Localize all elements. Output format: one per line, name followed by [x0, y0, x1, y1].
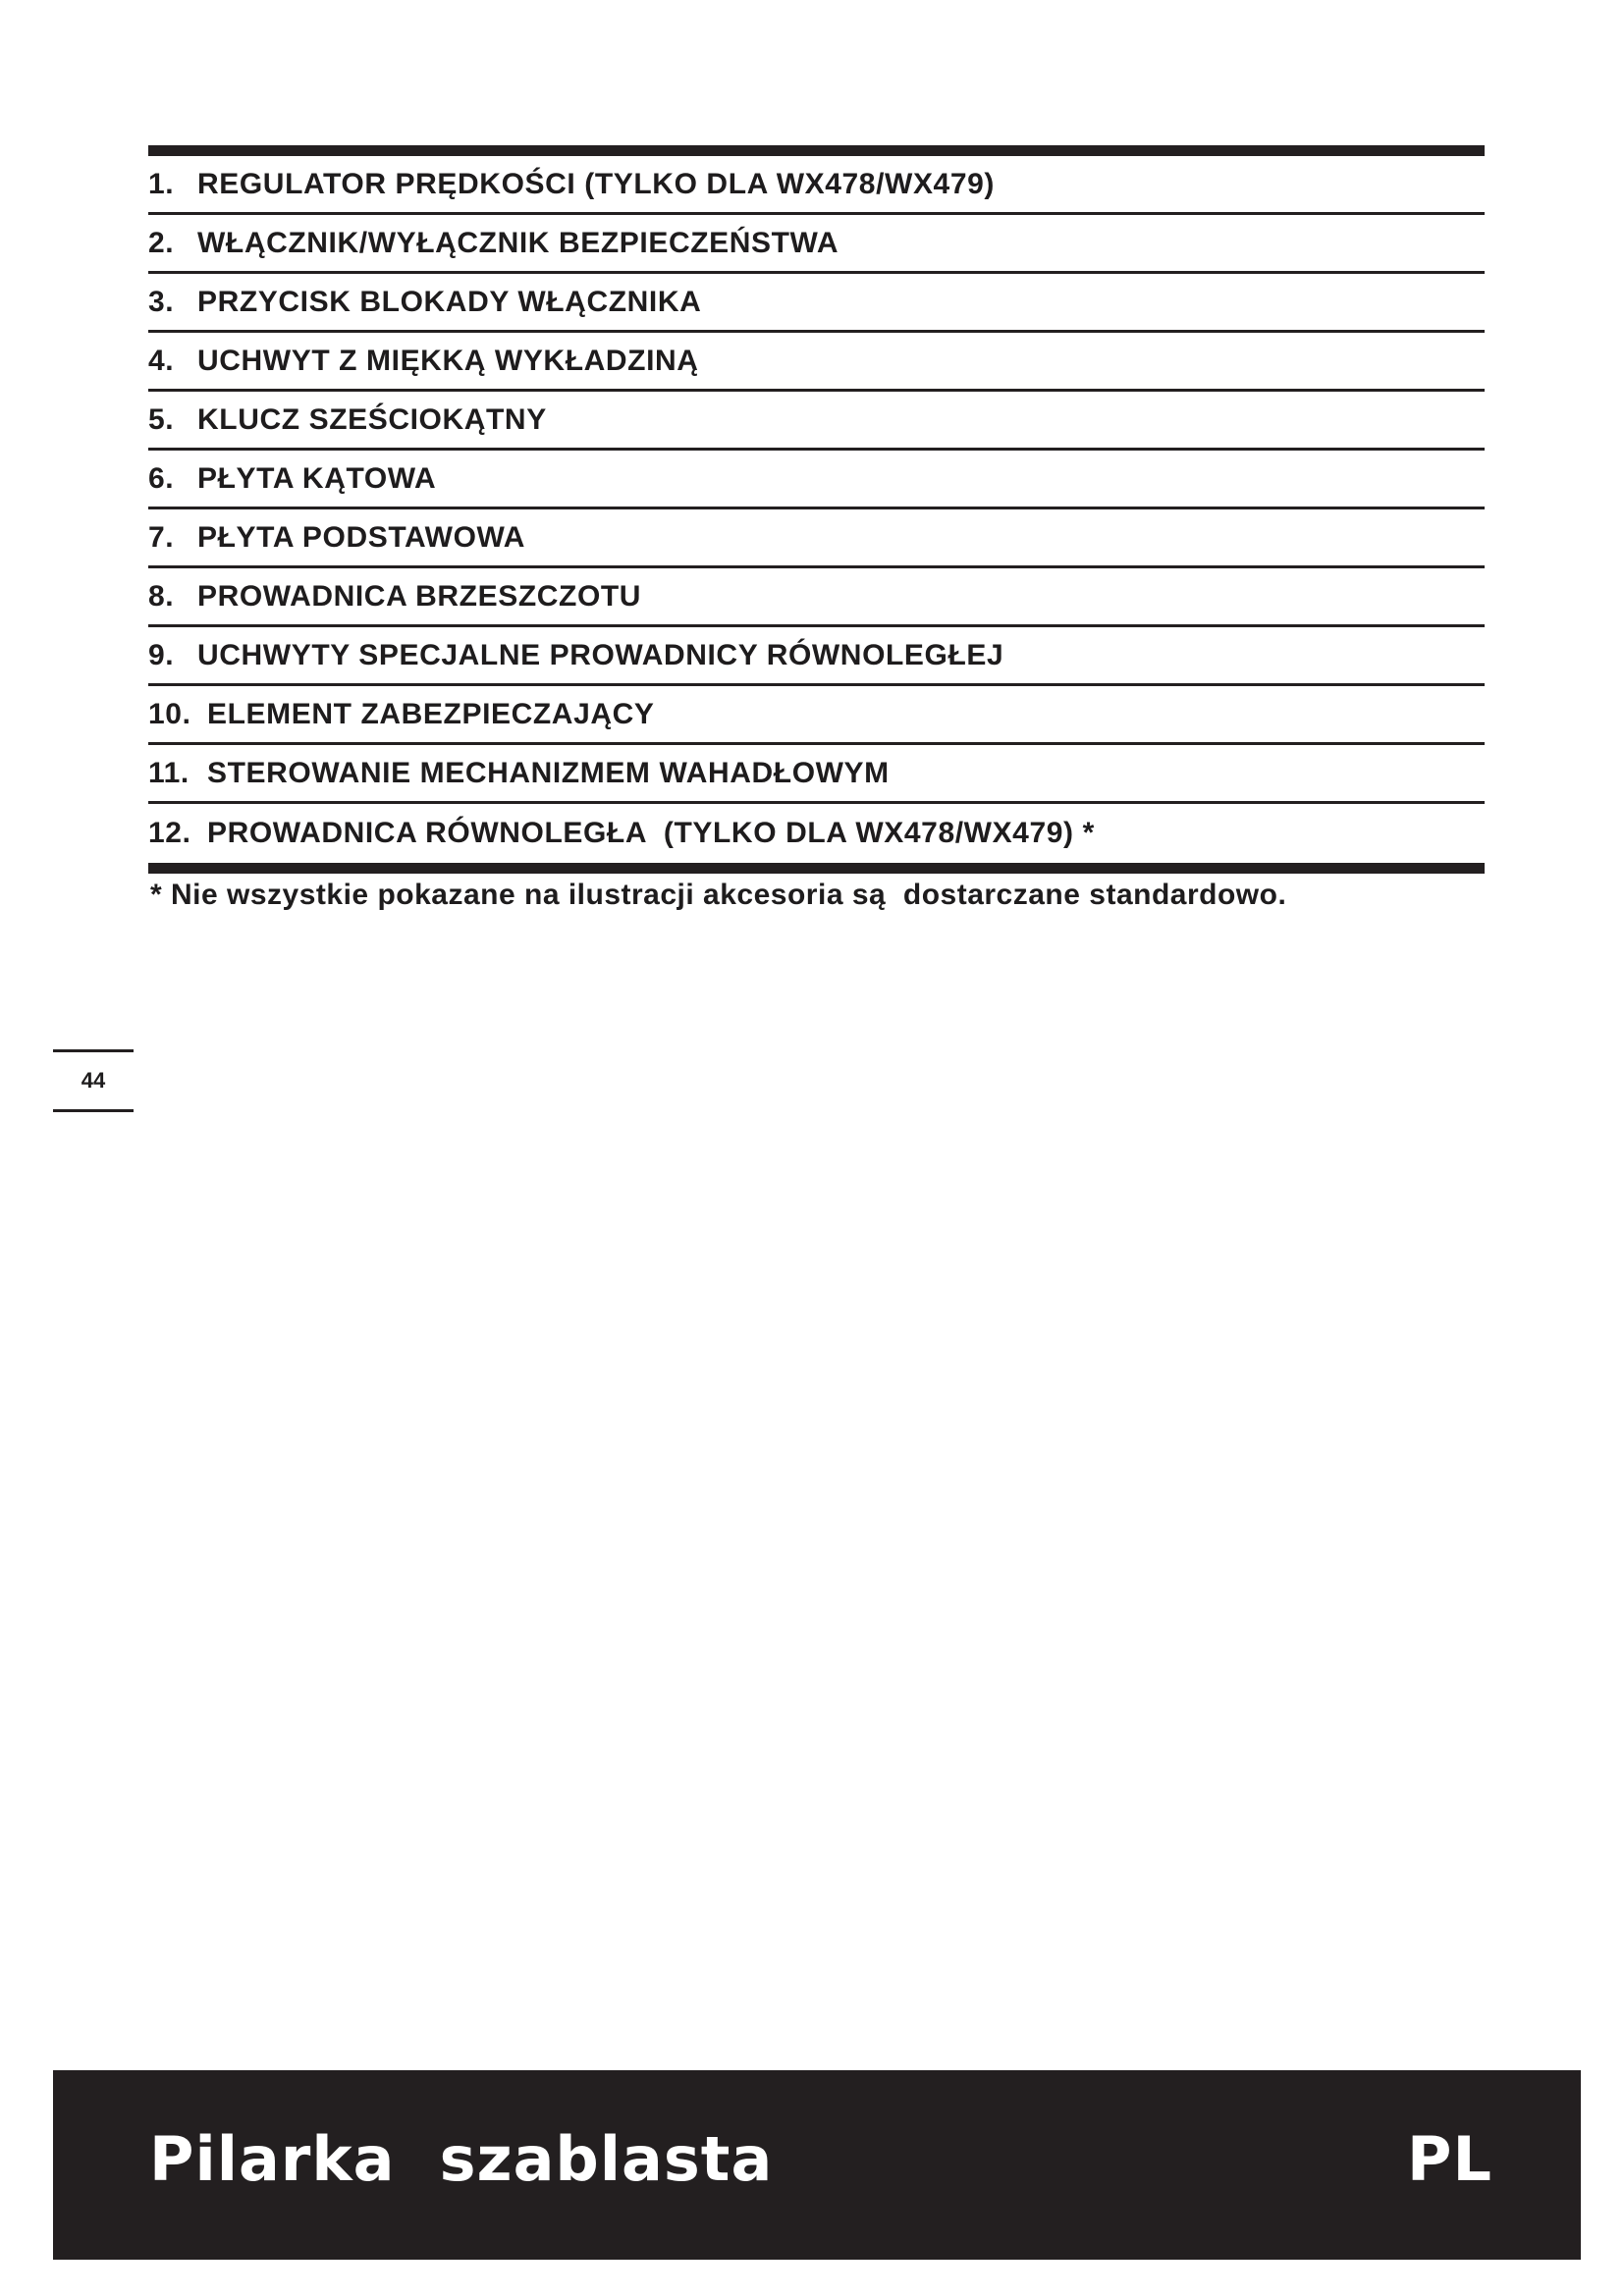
list-item — [148, 627, 1485, 686]
item-label: PROWADNICA RÓWNOLEGŁA (TYLKO DLA WX478/WX479) * — [207, 817, 1095, 849]
list-item — [148, 274, 1485, 333]
footer-title: Pilarka szablasta — [149, 2123, 774, 2195]
list-item — [148, 156, 1485, 215]
item-number: 2. — [148, 226, 175, 259]
list-item — [148, 215, 1485, 274]
item-label: PRZYCISK BLOKADY WŁĄCZNIKA — [197, 285, 702, 318]
item-label: UCHWYT Z MIĘKKĄ WYKŁADZINĄ — [197, 344, 699, 377]
item-label: REGULATOR PRĘDKOŚCI (TYLKO DLA WX478/WX479) — [197, 167, 995, 200]
item-number: 4. — [148, 344, 175, 377]
item-number: 9. — [148, 638, 175, 671]
page-number — [53, 1049, 134, 1112]
item-number: 3. — [148, 285, 175, 318]
footnote: * Nie wszystkie pokazane na ilustracji akcesoria są dostarczane standardowo. — [150, 879, 1287, 911]
item-number: 11. — [148, 756, 189, 789]
language-code: PL — [1407, 2123, 1492, 2195]
item-number: 12. — [148, 817, 191, 849]
item-label: WŁĄCZNIK/WYŁĄCZNIK BEZPIECZEŃSTWA — [197, 226, 839, 259]
item-label: UCHWYTY SPECJALNE PROWADNICY RÓWNOLEGŁEJ — [197, 638, 1004, 671]
item-number: 7. — [148, 520, 175, 554]
list-item — [148, 451, 1485, 509]
item-number: 5. — [148, 402, 175, 436]
item-label: PŁYTA PODSTAWOWA — [197, 520, 526, 554]
item-number: 8. — [148, 579, 175, 613]
list-item — [148, 333, 1485, 392]
list-item — [148, 745, 1485, 804]
item-label: PROWADNICA BRZESZCZOTU — [197, 579, 642, 613]
parts-list — [148, 145, 1485, 874]
list-item — [148, 392, 1485, 451]
item-number: 10. — [148, 697, 191, 730]
list-item — [148, 686, 1485, 745]
list-item — [148, 804, 1485, 863]
item-number: 6. — [148, 461, 175, 495]
item-label: KLUCZ SZEŚCIOKĄTNY — [197, 402, 547, 436]
item-label: STEROWANIE MECHANIZMEM WAHADŁOWYM — [207, 756, 890, 789]
list-item — [148, 509, 1485, 568]
item-label: ELEMENT ZABEZPIECZAJĄCY — [207, 697, 655, 730]
footer-bar — [53, 2070, 1581, 2260]
page-number-text: 44 — [81, 1068, 106, 1093]
item-number: 1. — [148, 167, 175, 200]
list-item — [148, 568, 1485, 627]
item-label: PŁYTA KĄTOWA — [197, 461, 437, 495]
